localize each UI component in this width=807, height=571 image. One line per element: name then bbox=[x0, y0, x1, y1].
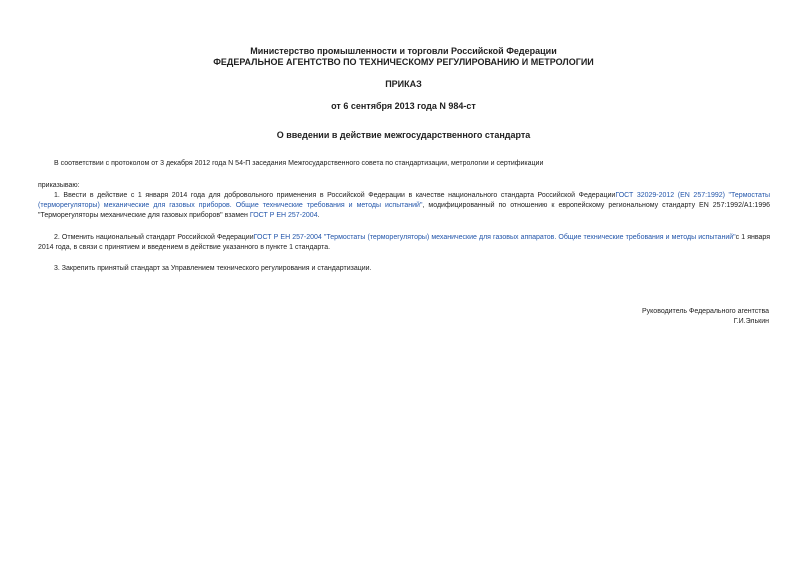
item-2-paragraph bbox=[38, 233, 770, 253]
item-1-text: 1. Ввести в действие с 1 января 2014 года для добровольного применения в Российской Федерации в качестве национального стандарта Российской Федерации bbox=[54, 192, 616, 199]
item-1-paragraph bbox=[38, 191, 770, 221]
agency-name: ФЕДЕРАЛЬНОЕ АГЕНТСТВО ПО ТЕХНИЧЕСКОМУ РЕГУЛИРОВАНИЮ И МЕТРОЛОГИИ bbox=[213, 57, 594, 67]
document-subject: О введении в действие межгосударственного стандарта bbox=[276, 130, 531, 140]
item-3-paragraph: 3. Закрепить принятый стандарт за Управлением технического регулирования и стандартизации. bbox=[54, 265, 372, 272]
order-word: приказываю: bbox=[38, 182, 80, 189]
item-1-text-continued: , модифицированный по отношению к европейскому региональному стандарту EN 257:1992/A1:1996 "Терморегуляторы механические для газовых приборов" взамен bbox=[38, 202, 770, 219]
gost-r-en-257-link[interactable]: ГОСТ Р ЕН 257-2004 bbox=[249, 212, 318, 219]
item-1-end: . bbox=[317, 212, 320, 219]
signature-position: Руководитель Федерального агентства bbox=[641, 308, 769, 315]
ministry-name: Министерство промышленности и торговли Российской Федерации bbox=[250, 46, 557, 56]
item-2-text: 2. Отменить национальный стандарт Российской Федерации bbox=[54, 234, 254, 241]
document-type: ПРИКАЗ bbox=[385, 79, 422, 89]
gost-r-en-257-2004-link[interactable]: ГОСТ Р ЕН 257-2004 "Термостаты (терморегуляторы) механические для газовых аппаратов. Общие технические требования и методы испытаний" bbox=[253, 234, 736, 241]
preamble-paragraph: В соответствии с протоколом от 3 декабря 2012 года N 54-П заседания Межгосударственного совета по стандартизации, метрологии и сертификации bbox=[54, 160, 544, 167]
document-date: от 6 сентября 2013 года N 984-ст bbox=[331, 101, 476, 111]
gost-32029-link[interactable]: ГОСТ 32029-2012 (EN 257:1992) "Термостаты (терморегуляторы) механические для газовых приборов. Общие технические требования и методы испытаний" bbox=[38, 192, 770, 209]
signature-name: Г.И.Элькин bbox=[733, 318, 769, 325]
item-2-text-continued: с 1 января 2014 года, в связи с принятием и введением в действие указанного в пункте 1 стандарта. bbox=[38, 234, 770, 251]
